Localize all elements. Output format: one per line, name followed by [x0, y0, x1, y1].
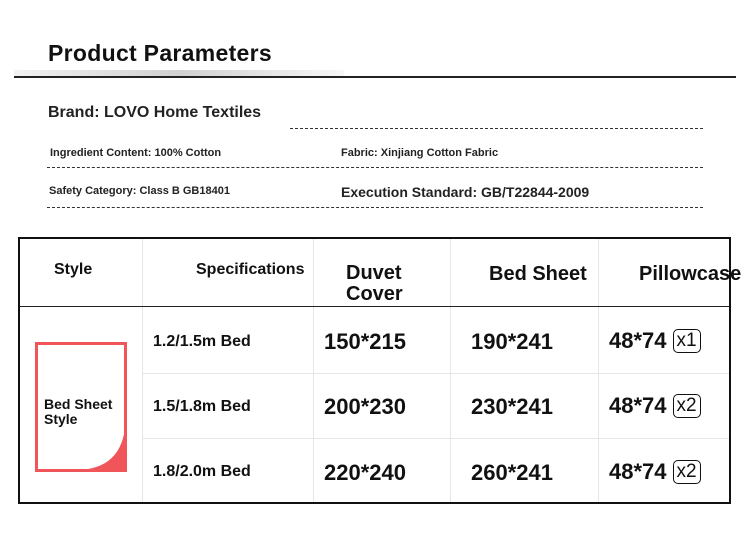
row-2-pillow-qty: x2: [673, 394, 701, 418]
table-column-divider: [598, 239, 599, 502]
row-2-pillow-size: 48*74: [609, 393, 667, 418]
row-3-bed-size: 1.8/2.0m Bed: [153, 463, 251, 480]
row-1-duvet: 150*215: [324, 329, 406, 354]
header-pillowcase: Pillowcase: [639, 263, 742, 285]
dashed-divider-2: [47, 167, 703, 168]
dashed-divider-3: [47, 207, 703, 208]
row-3-pillow-qty: x2: [673, 460, 701, 484]
row-2-pillowcase: [609, 393, 701, 419]
execution-standard-text: Execution Standard: GB/T22844-2009: [341, 184, 590, 200]
fabric-text: Fabric: Xinjiang Cotton Fabric: [341, 147, 499, 159]
header-bed-sheet: Bed Sheet: [489, 263, 587, 285]
row-2-sheet: 230*241: [471, 394, 553, 419]
row-1-pillowcase: [609, 328, 701, 354]
table-column-divider: [313, 239, 314, 502]
size-table: [18, 237, 742, 504]
row-1-pillow-qty: x1: [673, 329, 701, 353]
dashed-divider-1: [290, 128, 703, 129]
header-specifications: Specifications: [196, 261, 305, 278]
style-name: Bed Sheet Style: [44, 396, 113, 427]
page-title: Product Parameters: [48, 40, 272, 66]
header-duvet-cover: Duvet Cover: [346, 262, 403, 305]
table-header-divider: [20, 306, 729, 307]
row-1-sheet: 190*241: [471, 329, 553, 354]
ingredient-text: Ingredient Content: 100% Cotton: [50, 147, 222, 159]
row-2-bed-size: 1.5/1.8m Bed: [153, 398, 251, 415]
brand-text: Brand: LOVO Home Textiles: [48, 104, 262, 121]
table-row-divider: [142, 373, 729, 374]
safety-text: Safety Category: Class B GB18401: [49, 185, 230, 197]
row-3-pillow-size: 48*74: [609, 459, 667, 484]
table-column-divider: [142, 239, 143, 502]
title-divider: [14, 76, 736, 78]
row-3-sheet: 260*241: [471, 460, 553, 485]
header-style: Style: [54, 261, 93, 278]
row-3-pillowcase: [609, 459, 701, 485]
row-2-duvet: 200*230: [324, 394, 406, 419]
table-row-divider: [142, 438, 729, 439]
row-1-bed-size: 1.2/1.5m Bed: [153, 333, 251, 350]
row-1-pillow-size: 48*74: [609, 328, 667, 353]
row-3-duvet: 220*240: [324, 460, 406, 485]
table-column-divider: [450, 239, 451, 502]
